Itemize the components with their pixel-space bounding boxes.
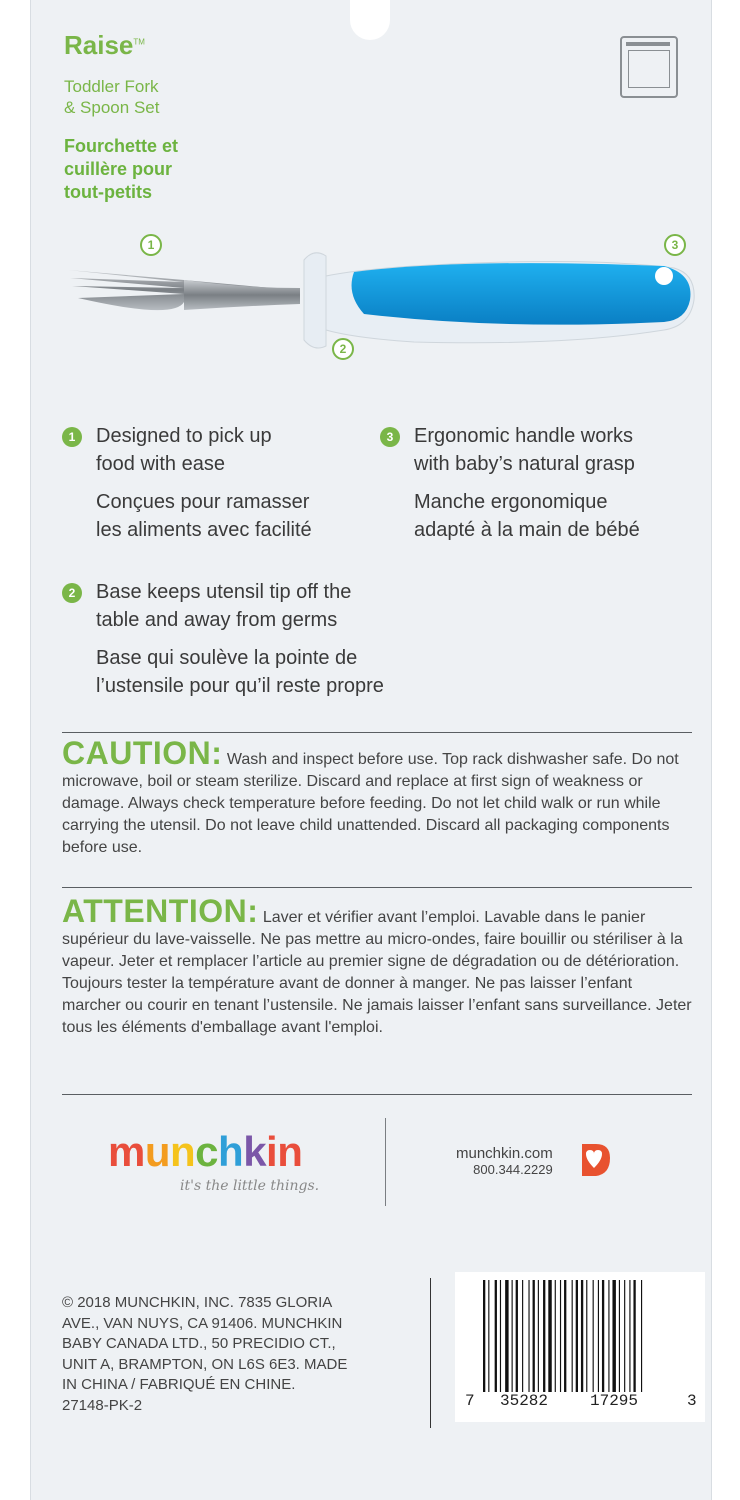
- divider: [62, 1094, 692, 1095]
- logo-letter: c: [195, 1128, 219, 1175]
- divider: [62, 887, 692, 888]
- logo-letter: n: [277, 1128, 303, 1175]
- feature-3-badge: 3: [380, 427, 400, 447]
- dishwasher-icon: [620, 36, 678, 98]
- barcode-bar: [528, 1280, 529, 1392]
- barcode-bar: [522, 1280, 523, 1392]
- barcode-bar: [602, 1280, 604, 1392]
- logo-letter: n: [170, 1128, 196, 1175]
- barcode-divider: [430, 1278, 431, 1428]
- barcode-bar: [500, 1280, 501, 1392]
- phone: 800.344.2229: [473, 1162, 553, 1177]
- website: munchkin.com: [456, 1145, 553, 1162]
- caution-text: CAUTION: Wash and inspect before use. Top rack dishwasher safe. Do not microwave, boil or steam sterilize. Discard and replace at first sign of weakness or damage. Always check temperature before feeding. Do not let child walk or run while carrying the utensil. Do not leave child unattended. Discard all packaging components before use.: [62, 735, 679, 856]
- subtitle-english: Toddler Fork & Spoon Set: [64, 77, 160, 117]
- munchkin-logo: [108, 1128, 302, 1176]
- fork-illustration: [64, 250, 704, 360]
- barcode-bar: [564, 1280, 566, 1392]
- barcode-bar: [629, 1280, 630, 1392]
- vertical-divider: [385, 1118, 386, 1206]
- barcode-bar: [555, 1280, 556, 1392]
- feature-1: Designed to pick up food with ease Conçues pour ramasser les aliments avec facilité: [96, 425, 312, 541]
- barcode-bar: [516, 1280, 518, 1392]
- barcode-bar: [593, 1280, 594, 1392]
- barcode-bar: [586, 1280, 587, 1392]
- feature-1-badge: 1: [62, 427, 82, 447]
- feature-3: Ergonomic handle works with baby’s natural grasp Manche ergonomique adapté à la main de bébé: [414, 425, 640, 541]
- barcode: 7 35282 17295 3: [455, 1272, 705, 1422]
- logo-letter: k: [243, 1128, 267, 1175]
- logo-letter: u: [144, 1128, 171, 1175]
- barcode-bar: [488, 1280, 489, 1392]
- barcode-bar: [581, 1280, 583, 1392]
- barcode-bar: [543, 1280, 545, 1392]
- heart-icon: [576, 1140, 616, 1180]
- callout-3: 3: [664, 234, 686, 256]
- callout-2: 2: [332, 338, 354, 360]
- copyright: © 2018 MUNCHKIN, INC. 7835 GLORIA AVE., VAN NUYS, CA 91406. MUNCHKIN BABY CANADA LTD., 50 PRECIDIO CT., UNIT A, BRAMPTON, ON L6S 6E3. MADE IN CHINA / FABRIQUÉ EN CHINE. 27148-PK-2: [62, 1294, 348, 1414]
- barcode-bar: [483, 1280, 485, 1392]
- feature-2-badge: 2: [62, 583, 82, 603]
- subtitle-french: Fourchette et cuillère pour tout-petits: [64, 136, 179, 202]
- tagline: it's the little things.: [180, 1178, 320, 1194]
- barcode-bar: [505, 1280, 508, 1392]
- barcode-bar: [576, 1280, 578, 1392]
- contact: [456, 1145, 553, 1177]
- attention-text: ATTENTION: Laver et vérifier avant l’emploi. Lavable dans le panier supérieur du lave-vaisselle. Ne pas mettre au micro-ondes, faire bouillir ou stériliser à la vapeur. Jeter et remplacer l’article au premier signe de dégradation ou de détérioration. Toujours tester la température avant de donner à manger. Ne pas laisser l’enfant marcher ou courir en tenant l’ustensile. Ne jamais laisser l’enfant sans surveillance. Jeter tous les éléments d'emballage avant l'emploi.: [62, 893, 692, 1036]
- barcode-bar: [548, 1280, 551, 1392]
- callout-1: 1: [140, 234, 162, 256]
- barcode-bar: [572, 1280, 573, 1392]
- product-brand: Raise™: [64, 30, 145, 60]
- barcode-bar: [624, 1280, 625, 1392]
- barcode-bar: [619, 1280, 620, 1392]
- barcode-bar: [512, 1280, 513, 1392]
- feature-2: Base keeps utensil tip off the table and away from germs Base qui soulève la pointe de l’ustensile pour qu’il reste propre: [96, 581, 384, 697]
- logo-letter: i: [266, 1128, 278, 1175]
- barcode-bar: [608, 1280, 609, 1392]
- barcode-bar: [560, 1280, 561, 1392]
- barcode-bar: [633, 1280, 635, 1392]
- divider: [62, 732, 692, 733]
- barcode-bar: [538, 1280, 539, 1392]
- logo-letter: h: [218, 1128, 244, 1175]
- barcode-bar: [598, 1280, 599, 1392]
- barcode-bar: [533, 1280, 535, 1392]
- barcode-bar: [641, 1280, 642, 1392]
- barcode-bar: [612, 1280, 615, 1392]
- logo-letter: m: [108, 1128, 145, 1175]
- barcode-bar: [495, 1280, 497, 1392]
